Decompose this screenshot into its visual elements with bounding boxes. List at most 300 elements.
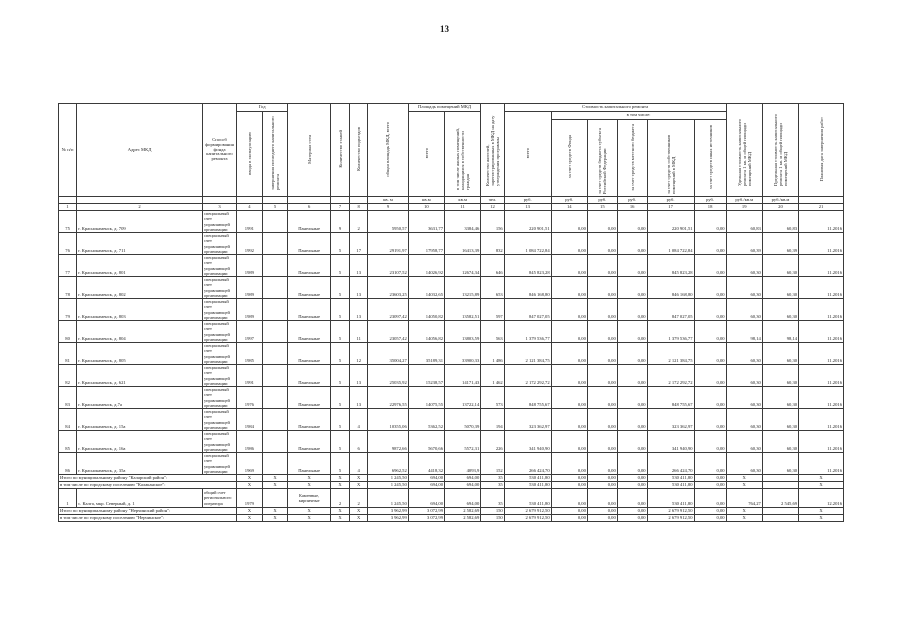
summary-total-area: 1 245,50 — [368, 475, 409, 482]
row-area-total: 14026,92 — [408, 255, 444, 277]
row-cost-owners: 2 121 384,75 — [647, 343, 694, 365]
summary-deadline: X — [799, 508, 844, 515]
row-year-repair — [262, 321, 288, 343]
row-cost-owners: 848 755,67 — [647, 387, 694, 409]
header-cost-other: за счет средств иных источников — [707, 124, 713, 190]
summary-cost-other: 0,00 — [694, 515, 726, 522]
summary-cost-local: 0,00 — [617, 508, 647, 515]
column-number: 18 — [694, 204, 726, 211]
row-floors: 5 — [330, 431, 349, 453]
row-cost-federal: 0,00 — [587, 321, 617, 343]
row-cost-local: 0,00 — [617, 343, 647, 365]
row-entrances: 13 — [350, 365, 368, 387]
column-number: 15 — [587, 204, 617, 211]
row-cost-total: 846 168,80 — [504, 277, 551, 299]
header-method: Способ формирования фонда капитального ремонта — [202, 104, 236, 197]
row-cost-federal: 0,00 — [587, 489, 617, 508]
row-method: специальный счет управляющей организации — [202, 299, 236, 321]
row-cost-other: 0,00 — [694, 321, 726, 343]
capital-repair-table — [58, 103, 844, 522]
row-address: г. Краснокаменск, д. 35а — [77, 453, 203, 475]
row-unit-cost: 60,30 — [726, 277, 762, 299]
row-method: специальный счет управляющей организации — [202, 233, 236, 255]
row-year-built: 1989 — [237, 255, 263, 277]
column-number: 6 — [288, 204, 331, 211]
row-cost-local: 0,00 — [617, 299, 647, 321]
summary-x: X — [237, 475, 263, 482]
header-area-total: всего — [423, 147, 429, 159]
row-cost-owners: 220 901,51 — [647, 211, 694, 233]
page-number: 13 — [440, 24, 449, 34]
row-entrances: 6 — [350, 431, 368, 453]
row-total-area: 23057,42 — [368, 321, 409, 343]
unit-cell: кв.м — [408, 197, 444, 204]
row-limit-cost: 60,30 — [762, 255, 798, 277]
row-total-area: 5950,57 — [368, 211, 409, 233]
unit-cell: руб. — [551, 197, 587, 204]
row-material: Панельные — [288, 409, 331, 431]
summary-x: X — [288, 475, 331, 482]
row-entrances: 17 — [350, 233, 368, 255]
summary-label: Итого по муниципальному району "Нерчинский район": — [59, 508, 237, 515]
row-total-area: 1 245,50 — [368, 489, 409, 508]
summary-cost-owners: 2 679 912,50 — [647, 508, 694, 515]
row-floors: 5 — [330, 277, 349, 299]
row-number: 85 — [59, 431, 77, 453]
row-limit-cost: 60,30 — [762, 409, 798, 431]
unit-cell: руб./кв.м — [726, 197, 762, 204]
row-material: Панельные — [288, 365, 331, 387]
header-cost-total: всего — [525, 147, 531, 159]
row-entrances: 13 — [350, 387, 368, 409]
row-cost-local: 0,00 — [617, 321, 647, 343]
summary-residents: 150 — [481, 508, 504, 515]
row-address: г. Краснокаменск, д. 803 — [77, 299, 203, 321]
header-unit-cost: Удельная стоимость капитального ремонта 1 кв. м общей площади помещений МКД — [736, 119, 752, 187]
header-residents: Количество жителей, зарегистрированных в МКД на дату утверждения программы — [484, 115, 501, 187]
row-address: с. Калга, мкр. Северный, д. 1 — [77, 489, 203, 508]
row-cost-total: 220 901,51 — [504, 211, 551, 233]
summary-residents: 150 — [481, 515, 504, 522]
column-number: 3 — [202, 204, 236, 211]
row-unit-cost: 60,30 — [726, 299, 762, 321]
row-material: Панельные — [288, 255, 331, 277]
column-number: 10 — [408, 204, 444, 211]
row-area-total: 14075,55 — [408, 387, 444, 409]
unit-cell: чел. — [481, 197, 504, 204]
column-number: 1 — [59, 204, 77, 211]
row-address: г. Краснокаменск, д. 16а — [77, 431, 203, 453]
row-residents: 1 486 — [481, 343, 504, 365]
row-address: г. Краснокаменск, д. 804 — [77, 321, 203, 343]
row-area-total: 694,00 — [408, 489, 444, 508]
row-year-built: 1979 — [237, 489, 263, 508]
row-year-repair — [262, 255, 288, 277]
row-cost-fund: 0,00 — [551, 431, 587, 453]
row-area-total: 17958,77 — [408, 233, 444, 255]
summary-area-owned: 694,00 — [445, 482, 481, 489]
column-number: 11 — [445, 204, 481, 211]
row-floors: 9 — [330, 211, 349, 233]
row-number: 77 — [59, 255, 77, 277]
column-number: 5 — [262, 204, 288, 211]
row-residents: 597 — [481, 299, 504, 321]
row-limit-cost: 60,83 — [762, 211, 798, 233]
row-material: Панельные — [288, 299, 331, 321]
row-cost-other: 0,00 — [694, 299, 726, 321]
row-method: специальный счет управляющей организации — [202, 255, 236, 277]
row-residents: 832 — [481, 233, 504, 255]
summary-cost-owners: 2 679 912,50 — [647, 515, 694, 522]
row-cost-local: 0,00 — [617, 489, 647, 508]
row-unit-cost: 60,30 — [726, 255, 762, 277]
units-row — [59, 197, 844, 204]
row-material: Каменные, кирпичные — [288, 489, 331, 508]
row-area-total: 14032,65 — [408, 277, 444, 299]
column-number: 4 — [237, 204, 263, 211]
row-cost-fund: 0,00 — [551, 453, 587, 475]
row-entrances: 12 — [350, 343, 368, 365]
table-row — [59, 387, 844, 409]
row-cost-other: 0,00 — [694, 277, 726, 299]
summary-empty — [762, 508, 798, 515]
header-cost-owners: за счет средств собственников помещений в МКД — [665, 134, 676, 195]
row-residents: 573 — [481, 387, 504, 409]
row-cost-local: 0,00 — [617, 409, 647, 431]
row-area-total: 14056,82 — [408, 321, 444, 343]
row-material: Панельные — [288, 453, 331, 475]
summary-deadline: X — [799, 515, 844, 522]
unit-cell: руб. — [587, 197, 617, 204]
column-numbers-row — [59, 204, 844, 211]
row-area-owned: 13582,51 — [445, 299, 481, 321]
summary-area-total: 694,00 — [408, 482, 444, 489]
table-body — [59, 211, 844, 522]
row-cost-other: 0,00 — [694, 489, 726, 508]
row-cost-local: 0,00 — [617, 453, 647, 475]
row-cost-local: 0,00 — [617, 233, 647, 255]
summary-deadline: X — [799, 475, 844, 482]
summary-cost-owners: 530 411,80 — [647, 482, 694, 489]
row-floors: 5 — [330, 233, 349, 255]
row-year-built: 1989 — [237, 277, 263, 299]
row-floors: 5 — [330, 453, 349, 475]
row-residents: 226 — [481, 431, 504, 453]
summary-cost-local: 0,00 — [617, 475, 647, 482]
row-limit-cost: 60,30 — [762, 453, 798, 475]
summary-deadline: X — [799, 482, 844, 489]
row-address: г. Краснокаменск, д. 621 — [77, 365, 203, 387]
row-area-owned: 16413,39 — [445, 233, 481, 255]
row-area-owned: 14171,43 — [445, 365, 481, 387]
row-limit-cost: 2 545,69 — [762, 489, 798, 508]
row-cost-fund: 0,00 — [551, 321, 587, 343]
row-cost-total: 848 755,67 — [504, 387, 551, 409]
row-number: 81 — [59, 343, 77, 365]
row-floors: 5 — [330, 321, 349, 343]
summary-residents: 35 — [481, 482, 504, 489]
row-cost-owners: 266 424,70 — [647, 453, 694, 475]
row-residents: 194 — [481, 409, 504, 431]
row-method: специальный счет управляющей организации — [202, 409, 236, 431]
row-cost-owners: 1 084 722,84 — [647, 233, 694, 255]
summary-x: X — [350, 475, 368, 482]
row-cost-total: 530 411,80 — [504, 489, 551, 508]
row-method: специальный счет управляющей организации — [202, 321, 236, 343]
column-number: 21 — [799, 204, 844, 211]
table-row — [59, 321, 844, 343]
row-cost-federal: 0,00 — [587, 211, 617, 233]
row-year-built: 1969 — [237, 453, 263, 475]
row-cost-federal: 0,00 — [587, 431, 617, 453]
row-cost-owners: 530 411,80 — [647, 489, 694, 508]
row-residents: 35 — [481, 489, 504, 508]
row-cost-federal: 0,00 — [587, 387, 617, 409]
row-cost-local: 0,00 — [617, 277, 647, 299]
row-address: г. Краснокаменск, д. 711 — [77, 233, 203, 255]
row-limit-cost: 60,30 — [762, 431, 798, 453]
row-unit-cost: 60,39 — [726, 233, 762, 255]
table-row — [59, 365, 844, 387]
row-year-built: 1991 — [237, 211, 263, 233]
row-year-repair — [262, 453, 288, 475]
row-deadline: 11.2016 — [799, 343, 844, 365]
summary-total-area: 3 962,99 — [368, 515, 409, 522]
summary-x: X — [262, 515, 288, 522]
row-material: Панельные — [288, 343, 331, 365]
table-row — [59, 255, 844, 277]
row-floors: 5 — [330, 299, 349, 321]
row-cost-other: 0,00 — [694, 387, 726, 409]
summary-x: X — [262, 475, 288, 482]
row-year-built: 1985 — [237, 343, 263, 365]
row-deadline: 12.2016 — [799, 489, 844, 508]
column-number: 9 — [368, 204, 409, 211]
row-entrances: 2 — [350, 489, 368, 508]
row-area-total: 5670,66 — [408, 431, 444, 453]
summary-x: X — [350, 508, 368, 515]
row-year-repair — [262, 211, 288, 233]
summary-cost-federal: 0,00 — [587, 475, 617, 482]
row-cost-owners: 846 168,80 — [647, 277, 694, 299]
row-cost-other: 0,00 — [694, 431, 726, 453]
row-unit-cost: 60,30 — [726, 387, 762, 409]
table-row — [59, 489, 844, 508]
row-total-area: 23107,52 — [368, 255, 409, 277]
row-cost-owners: 323 362,97 — [647, 409, 694, 431]
row-area-owned: 12674,34 — [445, 255, 481, 277]
row-total-area: 22976,55 — [368, 387, 409, 409]
table-row — [59, 343, 844, 365]
row-cost-local: 0,00 — [617, 365, 647, 387]
row-cost-fund: 0,00 — [551, 299, 587, 321]
summary-row — [59, 475, 844, 482]
row-area-total: 5362,52 — [408, 409, 444, 431]
row-cost-fund: 0,00 — [551, 255, 587, 277]
row-number: 84 — [59, 409, 77, 431]
row-floors: 5 — [330, 387, 349, 409]
summary-cost-owners: 530 411,80 — [647, 475, 694, 482]
row-number: 86 — [59, 453, 77, 475]
summary-x: X — [330, 475, 349, 482]
row-cost-owners: 2 172 292,72 — [647, 365, 694, 387]
row-year-repair — [262, 431, 288, 453]
unit-cell: руб. — [504, 197, 551, 204]
row-cost-fund: 0,00 — [551, 233, 587, 255]
row-cost-fund: 0,00 — [551, 365, 587, 387]
row-area-total: 14050,82 — [408, 299, 444, 321]
row-entrances: 4 — [350, 453, 368, 475]
row-number: 82 — [59, 365, 77, 387]
header-cost-local: за счет средств местного бюджета — [629, 123, 635, 191]
row-address: г. Краснокаменск, д. 709 — [77, 211, 203, 233]
summary-cost-fund: 0,00 — [551, 508, 587, 515]
row-total-area: 35004,27 — [368, 343, 409, 365]
row-area-owned: 5572,31 — [445, 431, 481, 453]
summary-cost-federal: 0,00 — [587, 508, 617, 515]
row-cost-other: 0,00 — [694, 409, 726, 431]
row-number: 78 — [59, 277, 77, 299]
row-residents: 1 462 — [481, 365, 504, 387]
row-entrances: 11 — [350, 321, 368, 343]
row-residents: 152 — [481, 453, 504, 475]
column-number: 20 — [762, 204, 798, 211]
row-deadline: 11.2016 — [799, 387, 844, 409]
row-area-owned: 33900,33 — [445, 343, 481, 365]
summary-cost-federal: 0,00 — [587, 482, 617, 489]
row-material: Панельные — [288, 321, 331, 343]
row-total-area: 10355,06 — [368, 409, 409, 431]
summary-area-owned: 2 582,69 — [445, 508, 481, 515]
row-method: специальный счет управляющей организации — [202, 387, 236, 409]
row-unit-cost: 98,14 — [726, 321, 762, 343]
summary-total-area: 3 962,99 — [368, 508, 409, 515]
row-cost-federal: 0,00 — [587, 277, 617, 299]
row-year-built: 1989 — [237, 299, 263, 321]
row-unit-cost: 60,30 — [726, 409, 762, 431]
row-address: г. Краснокаменск, д.7а — [77, 387, 203, 409]
row-area-total: 35189,31 — [408, 343, 444, 365]
row-unit-cost: 60,30 — [726, 365, 762, 387]
row-year-repair — [262, 233, 288, 255]
row-area-total: 3631,77 — [408, 211, 444, 233]
row-area-owned: 4093,9 — [445, 453, 481, 475]
row-number: 76 — [59, 233, 77, 255]
row-year-built: 1991 — [237, 365, 263, 387]
row-year-built: 1984 — [237, 409, 263, 431]
row-year-repair — [262, 409, 288, 431]
row-method: специальный счет управляющей организации — [202, 431, 236, 453]
summary-x: X — [330, 515, 349, 522]
row-total-area: 29191,97 — [368, 233, 409, 255]
summary-x: X — [350, 515, 368, 522]
unit-cell: руб. — [647, 197, 694, 204]
row-deadline: 11.2016 — [799, 365, 844, 387]
header-address: Адрес МКД — [77, 104, 203, 197]
row-cost-other: 0,00 — [694, 233, 726, 255]
row-cost-total: 1 084 722,84 — [504, 233, 551, 255]
column-number: 17 — [647, 204, 694, 211]
row-limit-cost: 60,30 — [762, 277, 798, 299]
summary-label: в том числе по городскому поселению "Калаканское": — [59, 482, 237, 489]
row-residents: 563 — [481, 321, 504, 343]
row-year-built: 1992 — [237, 233, 263, 255]
column-number: 13 — [504, 204, 551, 211]
row-cost-local: 0,00 — [617, 255, 647, 277]
summary-unit-cost: X — [726, 515, 762, 522]
summary-cost-other: 0,00 — [694, 508, 726, 515]
summary-x: X — [330, 508, 349, 515]
row-residents: 646 — [481, 255, 504, 277]
row-cost-total: 845 823,28 — [504, 255, 551, 277]
summary-x: X — [288, 515, 331, 522]
row-cost-federal: 0,00 — [587, 299, 617, 321]
summary-x: X — [262, 508, 288, 515]
row-year-repair — [262, 277, 288, 299]
summary-area-owned: 694,00 — [445, 475, 481, 482]
row-cost-federal: 0,00 — [587, 233, 617, 255]
summary-cost-local: 0,00 — [617, 515, 647, 522]
row-number: 80 — [59, 321, 77, 343]
summary-x: X — [288, 508, 331, 515]
row-cost-fund: 0,00 — [551, 409, 587, 431]
summary-label: Итого по муниципальному району "Каларский район": — [59, 475, 237, 482]
row-total-area: 23603,25 — [368, 277, 409, 299]
summary-label: в том числе по городскому поселению "Нерчинское": — [59, 515, 237, 522]
summary-unit-cost: X — [726, 508, 762, 515]
row-unit-cost: 60,83 — [726, 211, 762, 233]
summary-x: X — [350, 482, 368, 489]
row-limit-cost: 60,30 — [762, 343, 798, 365]
row-area-total: 4418,32 — [408, 453, 444, 475]
summary-cost-other: 0,00 — [694, 475, 726, 482]
row-year-repair — [262, 365, 288, 387]
table-row — [59, 211, 844, 233]
column-number: 16 — [617, 204, 647, 211]
header-wall-material: Материал стен — [306, 134, 312, 164]
row-unit-cost: 60,30 — [726, 453, 762, 475]
summary-area-owned: 2 582,69 — [445, 515, 481, 522]
row-area-owned: 13215,89 — [445, 277, 481, 299]
row-deadline: 11.2016 — [799, 299, 844, 321]
row-total-area: 6962,52 — [368, 453, 409, 475]
row-cost-other: 0,00 — [694, 343, 726, 365]
row-residents: 653 — [481, 277, 504, 299]
summary-x: X — [237, 515, 263, 522]
row-area-total: 15238,57 — [408, 365, 444, 387]
row-cost-local: 0,00 — [617, 211, 647, 233]
header-deadline: Плановая дата завершения работ — [818, 116, 824, 182]
header-incl: в том числе: — [551, 112, 726, 120]
row-entrances: 13 — [350, 299, 368, 321]
summary-cost-local: 0,00 — [617, 482, 647, 489]
summary-cost-total: 530 411,80 — [504, 475, 551, 482]
header-cost-group: Стоимость капитального ремонта — [504, 104, 726, 112]
table-row — [59, 233, 844, 255]
unit-cell: руб. — [617, 197, 647, 204]
row-cost-local: 0,00 — [617, 387, 647, 409]
summary-empty — [762, 475, 798, 482]
row-limit-cost: 60,30 — [762, 387, 798, 409]
column-number: 2 — [77, 204, 203, 211]
summary-row — [59, 482, 844, 489]
column-number: 19 — [726, 204, 762, 211]
summary-row — [59, 508, 844, 515]
row-cost-total: 266 424,70 — [504, 453, 551, 475]
row-limit-cost: 60,30 — [762, 365, 798, 387]
row-deadline: 11.2016 — [799, 233, 844, 255]
row-cost-owners: 1 379 536,77 — [647, 321, 694, 343]
